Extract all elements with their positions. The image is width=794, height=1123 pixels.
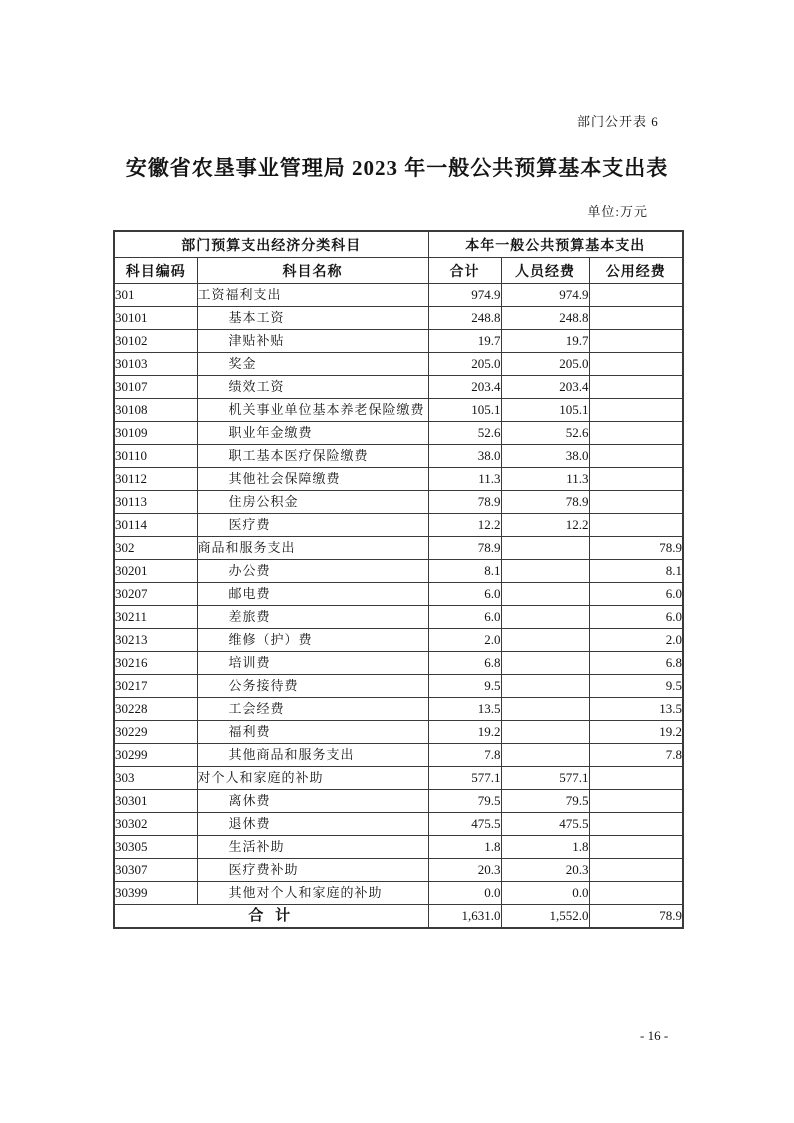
table-row: [114, 330, 683, 353]
personnel-cell: 205.0: [501, 353, 589, 376]
name-cell: 职工基本医疗保险缴费: [197, 445, 428, 468]
code-cell: 30113: [114, 491, 197, 514]
code-cell: 30114: [114, 514, 197, 537]
table-row: [114, 698, 683, 721]
personnel-cell: 248.8: [501, 307, 589, 330]
table-row: [114, 675, 683, 698]
total-cell: 20.3: [428, 859, 501, 882]
total-cell: 1.8: [428, 836, 501, 859]
public-cell: [589, 468, 683, 491]
total-cell: 78.9: [428, 537, 501, 560]
table-row: [114, 721, 683, 744]
table-row: [114, 813, 683, 836]
personnel-cell: 203.4: [501, 376, 589, 399]
public-cell: [589, 284, 683, 307]
public-cell: 9.5: [589, 675, 683, 698]
public-cell: [589, 514, 683, 537]
code-cell: 30301: [114, 790, 197, 813]
total-cell: 2.0: [428, 629, 501, 652]
code-cell: 30299: [114, 744, 197, 767]
code-cell: 303: [114, 767, 197, 790]
total-cell: 13.5: [428, 698, 501, 721]
total-cell: 7.8: [428, 744, 501, 767]
code-cell: 30307: [114, 859, 197, 882]
code-cell: 30228: [114, 698, 197, 721]
personnel-cell: 79.5: [501, 790, 589, 813]
code-cell: 30108: [114, 399, 197, 422]
total-cell: 6.0: [428, 583, 501, 606]
personnel-cell: [501, 606, 589, 629]
name-cell: 差旅费: [197, 606, 428, 629]
code-cell: 30201: [114, 560, 197, 583]
public-cell: [589, 353, 683, 376]
code-cell: 302: [114, 537, 197, 560]
budget-table: [113, 230, 684, 929]
personnel-cell: 974.9: [501, 284, 589, 307]
table-row: [114, 859, 683, 882]
table-row: [114, 376, 683, 399]
code-cell: 301: [114, 284, 197, 307]
name-cell: 基本工资: [197, 307, 428, 330]
code-cell: 30207: [114, 583, 197, 606]
name-cell: 邮电费: [197, 583, 428, 606]
total-cell: 12.2: [428, 514, 501, 537]
code-cell: 30216: [114, 652, 197, 675]
table-row: [114, 583, 683, 606]
name-cell: 培训费: [197, 652, 428, 675]
group-header-classification: 部门预算支出经济分类科目: [114, 231, 428, 258]
code-cell: 30399: [114, 882, 197, 905]
column-header-total: 合计: [428, 258, 501, 284]
total-cell: 6.0: [428, 606, 501, 629]
personnel-cell: 38.0: [501, 445, 589, 468]
column-header-public: 公用经费: [589, 258, 683, 284]
personnel-cell: 19.7: [501, 330, 589, 353]
table-row: [114, 307, 683, 330]
name-cell: 住房公积金: [197, 491, 428, 514]
table-footer: [114, 905, 683, 929]
group-header-expenditure: 本年一般公共预算基本支出: [428, 231, 683, 258]
name-cell: 工会经费: [197, 698, 428, 721]
name-cell: 工资福利支出: [197, 284, 428, 307]
name-cell: 维修（护）费: [197, 629, 428, 652]
table-row: [114, 560, 683, 583]
table-row: [114, 652, 683, 675]
total-row-personnel: 1,552.0: [501, 905, 589, 929]
total-row-public: 78.9: [589, 905, 683, 929]
personnel-cell: 11.3: [501, 468, 589, 491]
name-cell: 其他社会保障缴费: [197, 468, 428, 491]
personnel-cell: 52.6: [501, 422, 589, 445]
public-cell: 6.0: [589, 606, 683, 629]
personnel-cell: 12.2: [501, 514, 589, 537]
public-cell: 6.8: [589, 652, 683, 675]
total-cell: 203.4: [428, 376, 501, 399]
total-cell: 78.9: [428, 491, 501, 514]
public-cell: [589, 422, 683, 445]
personnel-cell: [501, 744, 589, 767]
total-cell: 79.5: [428, 790, 501, 813]
table-row: [114, 445, 683, 468]
total-cell: 205.0: [428, 353, 501, 376]
code-cell: 30109: [114, 422, 197, 445]
name-cell: 其他对个人和家庭的补助: [197, 882, 428, 905]
column-header-name: 科目名称: [197, 258, 428, 284]
name-cell: 退休费: [197, 813, 428, 836]
total-cell: 19.7: [428, 330, 501, 353]
public-cell: 7.8: [589, 744, 683, 767]
personnel-cell: 1.8: [501, 836, 589, 859]
table-row: [114, 353, 683, 376]
personnel-cell: [501, 698, 589, 721]
public-cell: 8.1: [589, 560, 683, 583]
personnel-cell: [501, 583, 589, 606]
name-cell: 医疗费补助: [197, 859, 428, 882]
table-row: [114, 491, 683, 514]
code-cell: 30112: [114, 468, 197, 491]
public-cell: [589, 307, 683, 330]
column-header-code: 科目编码: [114, 258, 197, 284]
total-cell: 974.9: [428, 284, 501, 307]
table-body: [114, 284, 683, 905]
table-row: [114, 606, 683, 629]
total-cell: 0.0: [428, 882, 501, 905]
public-cell: 6.0: [589, 583, 683, 606]
name-cell: 福利费: [197, 721, 428, 744]
name-cell: 机关事业单位基本养老保险缴费: [197, 399, 428, 422]
code-cell: 30102: [114, 330, 197, 353]
table-row: [114, 422, 683, 445]
table-row: [114, 399, 683, 422]
public-cell: [589, 399, 683, 422]
total-cell: 11.3: [428, 468, 501, 491]
public-cell: 19.2: [589, 721, 683, 744]
code-cell: 30101: [114, 307, 197, 330]
public-cell: [589, 882, 683, 905]
name-cell: 离休费: [197, 790, 428, 813]
total-cell: 52.6: [428, 422, 501, 445]
public-cell: 78.9: [589, 537, 683, 560]
personnel-cell: 475.5: [501, 813, 589, 836]
public-cell: [589, 836, 683, 859]
public-cell: [589, 813, 683, 836]
page-title: 安徽省农垦事业管理局 2023 年一般公共预算基本支出表: [125, 156, 669, 180]
total-row-total: 1,631.0: [428, 905, 501, 929]
code-cell: 30229: [114, 721, 197, 744]
personnel-cell: [501, 629, 589, 652]
personnel-cell: [501, 560, 589, 583]
public-cell: [589, 859, 683, 882]
total-cell: 9.5: [428, 675, 501, 698]
code-cell: 30302: [114, 813, 197, 836]
table-row: [114, 744, 683, 767]
code-cell: 30107: [114, 376, 197, 399]
code-cell: 30213: [114, 629, 197, 652]
name-cell: 公务接待费: [197, 675, 428, 698]
public-cell: [589, 767, 683, 790]
personnel-cell: 105.1: [501, 399, 589, 422]
code-cell: 30305: [114, 836, 197, 859]
code-cell: 30103: [114, 353, 197, 376]
public-cell: [589, 445, 683, 468]
total-row-label: 合 计: [114, 905, 428, 929]
personnel-cell: 20.3: [501, 859, 589, 882]
name-cell: 其他商品和服务支出: [197, 744, 428, 767]
table-row: [114, 468, 683, 491]
personnel-cell: [501, 652, 589, 675]
personnel-cell: 78.9: [501, 491, 589, 514]
total-row: [114, 905, 683, 929]
public-cell: 13.5: [589, 698, 683, 721]
name-cell: 办公费: [197, 560, 428, 583]
name-cell: 津贴补贴: [197, 330, 428, 353]
personnel-cell: [501, 537, 589, 560]
personnel-cell: [501, 721, 589, 744]
total-cell: 248.8: [428, 307, 501, 330]
table-row: [114, 767, 683, 790]
public-cell: [589, 491, 683, 514]
table-row: [114, 537, 683, 560]
total-cell: 19.2: [428, 721, 501, 744]
table-row: [114, 836, 683, 859]
code-cell: 30110: [114, 445, 197, 468]
public-cell: [589, 790, 683, 813]
total-cell: 6.8: [428, 652, 501, 675]
group-header-row: [114, 231, 683, 258]
unit-label: 单位:万元: [587, 204, 648, 219]
personnel-cell: 0.0: [501, 882, 589, 905]
public-cell: [589, 376, 683, 399]
table-row: [114, 882, 683, 905]
total-cell: 577.1: [428, 767, 501, 790]
table-row: [114, 284, 683, 307]
total-cell: 8.1: [428, 560, 501, 583]
name-cell: 生活补助: [197, 836, 428, 859]
corner-table-label: 部门公开表 6: [577, 114, 659, 129]
code-cell: 30217: [114, 675, 197, 698]
public-cell: [589, 330, 683, 353]
table-row: [114, 790, 683, 813]
name-cell: 奖金: [197, 353, 428, 376]
total-cell: 38.0: [428, 445, 501, 468]
code-cell: 30211: [114, 606, 197, 629]
name-cell: 商品和服务支出: [197, 537, 428, 560]
total-cell: 105.1: [428, 399, 501, 422]
name-cell: 职业年金缴费: [197, 422, 428, 445]
personnel-cell: 577.1: [501, 767, 589, 790]
name-cell: 医疗费: [197, 514, 428, 537]
table-row: [114, 629, 683, 652]
total-cell: 475.5: [428, 813, 501, 836]
column-header-personnel: 人员经费: [501, 258, 589, 284]
personnel-cell: [501, 675, 589, 698]
name-cell: 绩效工资: [197, 376, 428, 399]
page-number: - 16 -: [640, 1028, 669, 1043]
table-row: [114, 514, 683, 537]
table-header: [114, 231, 683, 284]
name-cell: 对个人和家庭的补助: [197, 767, 428, 790]
column-header-row: [114, 258, 683, 284]
public-cell: 2.0: [589, 629, 683, 652]
